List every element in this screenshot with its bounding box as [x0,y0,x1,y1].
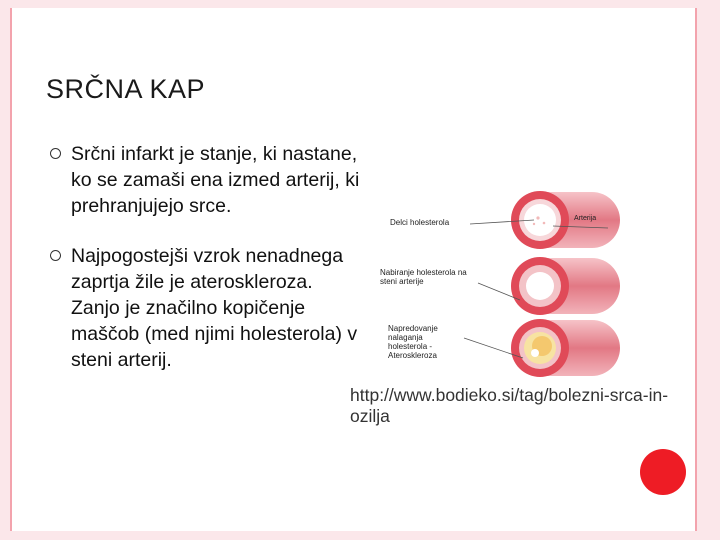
circle-bullet-icon [50,250,61,261]
bullet-item [46,243,366,373]
decorative-red-circle [640,449,686,495]
bullet-text: Najpogostejši vzrok nenadnega zaprtja žile je ateroskleroza. Zanjo je značilno kopičenje maščob (med njimi holesterola) v steni arterij. [71,245,358,371]
bullet-list [46,141,366,397]
source-link[interactable]: http://www.bodieko.si/tag/bolezni-srca-in-ozilja [350,385,669,426]
slide-title: SRČNA KAP [46,74,206,104]
label-artery: Arterija [574,215,597,222]
label-cholesterol-accumulation: Nabiranje holesterola na steni arterije [380,268,467,286]
label-cholesterol-particles: Delci holesterola [390,218,450,227]
artery-illustration [378,188,628,378]
circle-bullet-icon [50,148,61,159]
label-atherosclerosis-progression: Napredovanje nalaganja holesterola - Ateroskleroza [388,324,438,360]
bullet-item [46,141,366,219]
bullet-text: Srčni infarkt je stanje, ki nastane, ko se zamaši ena izmed arterij, ki prehranjujejo srce. [71,143,360,217]
